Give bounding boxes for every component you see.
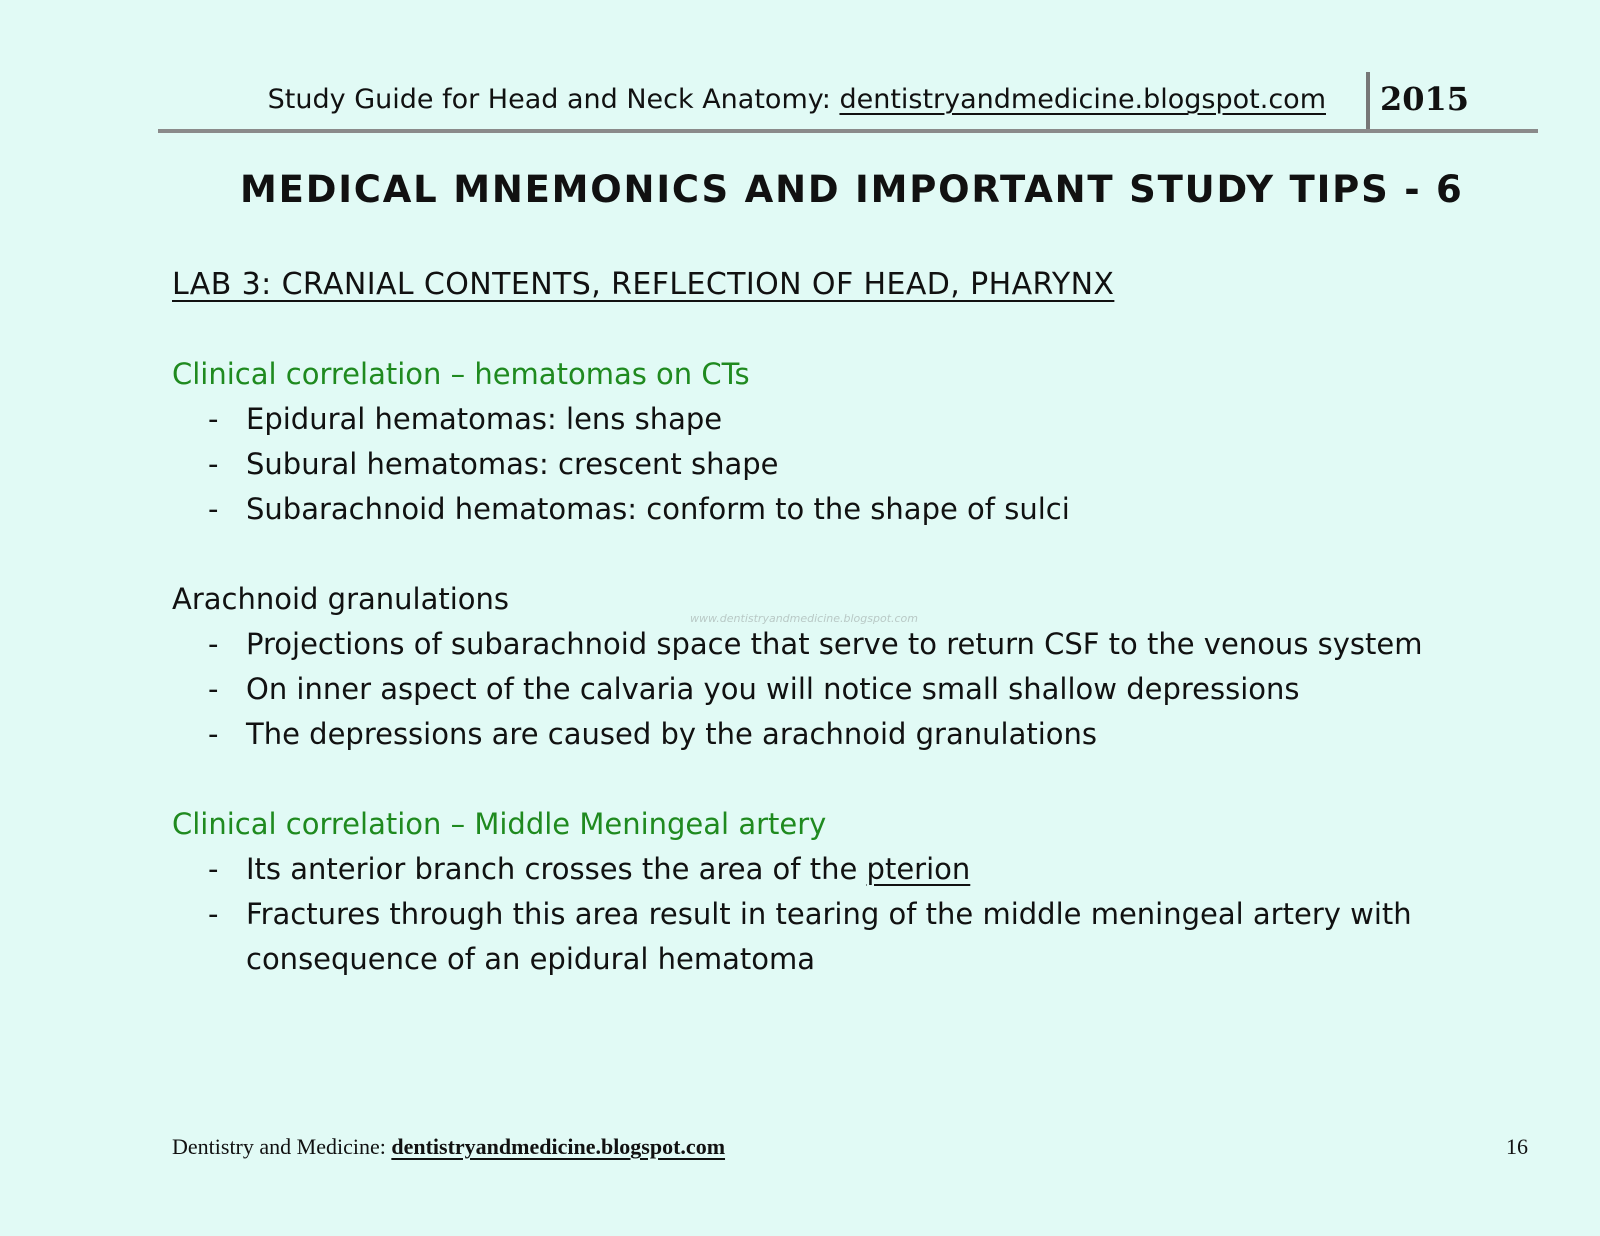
bullet-dash: -	[208, 897, 219, 931]
header-year: 2015	[1380, 80, 1470, 118]
watermark: www.dentistryandmedicine.blogspot.com	[690, 612, 919, 625]
header-divider	[1366, 72, 1370, 132]
bullet-text: Its anterior branch crosses the area of the	[246, 852, 867, 886]
bullet-text: Epidural hematomas: lens shape	[246, 402, 723, 436]
bullet-item	[172, 712, 1492, 757]
bullet-text: On inner aspect of the calvaria you will notice small shallow depressions	[246, 672, 1300, 706]
section-arachnoid	[172, 577, 1492, 757]
bullet-item	[172, 622, 1492, 667]
footer-label: Dentistry and Medicine:	[172, 1134, 392, 1159]
bullet-item	[172, 397, 1492, 442]
header-rule	[158, 129, 1538, 133]
bullet-text: Fractures through this area result in tearing of the middle meningeal artery with consequence of an epidural hematoma	[246, 897, 1412, 976]
bullet-dash: -	[208, 492, 219, 526]
bullet-dash: -	[208, 717, 219, 751]
section-title: Arachnoid granulations	[172, 582, 510, 616]
bullet-text: Subarachnoid hematomas: conform to the shape of sulci	[246, 492, 1070, 526]
bullet-dash: -	[208, 627, 219, 661]
bullet-list	[172, 397, 1492, 532]
bullet-dash: -	[208, 672, 219, 706]
footer-site-link[interactable]: dentistryandmedicine.blogspot.com	[391, 1134, 726, 1159]
header-guide-label: Study Guide for Head and Neck Anatomy:	[267, 84, 840, 115]
bullet-item	[172, 487, 1492, 532]
bullet-item	[172, 667, 1492, 712]
pterion-term: pterion	[866, 852, 971, 886]
bullet-item	[172, 442, 1492, 487]
page-number: 16	[1506, 1134, 1528, 1159]
bullet-dash: -	[208, 447, 219, 481]
section-hematomas	[172, 352, 1492, 532]
bullet-text: Projections of subarachnoid space that serve to return CSF to the venous system	[246, 627, 1423, 661]
bullet-list	[172, 622, 1492, 757]
bullet-dash: -	[208, 852, 219, 886]
bullet-text: The depressions are caused by the arachnoid granulations	[246, 717, 1097, 751]
header-site-link[interactable]: dentistryandmedicine.blogspot.com	[839, 84, 1326, 115]
page-title: MEDICAL MNEMONICS AND IMPORTANT STUDY TIPS - 6	[240, 168, 1464, 211]
bullet-dash: -	[208, 402, 219, 436]
bullet-list	[172, 847, 1492, 982]
bullet-text: Subural hematomas: crescent shape	[246, 447, 779, 481]
header-title	[268, 84, 1326, 115]
page-header	[158, 72, 1538, 132]
bullet-item	[172, 892, 1492, 982]
section-title: Clinical correlation – hematomas on CTs	[172, 357, 750, 391]
page-footer	[172, 1134, 725, 1160]
lab-heading: LAB 3: CRANIAL CONTENTS, REFLECTION OF HEAD, PHARYNX	[172, 267, 1115, 302]
section-meningeal	[172, 802, 1492, 982]
bullet-item	[172, 847, 1492, 892]
section-title: Clinical correlation – Middle Meningeal artery	[172, 807, 827, 841]
